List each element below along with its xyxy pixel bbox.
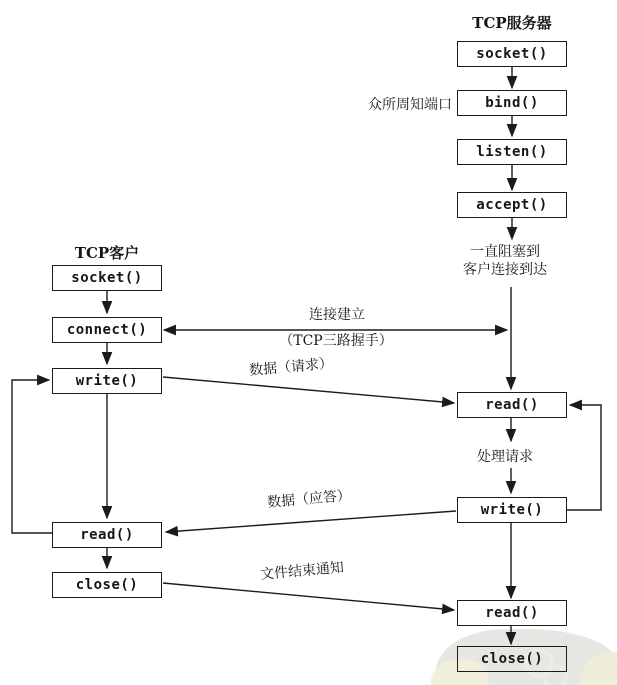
label-connection-established: 连接建立 — [309, 307, 365, 323]
label-well-known-port: 众所周知端口 — [368, 97, 452, 113]
client-box-connect: connect() — [52, 317, 162, 343]
arrow-data-request — [163, 377, 454, 403]
server-title: TCP服务器 — [472, 14, 552, 32]
arrow-data-reply — [166, 511, 456, 532]
client-box-close: close() — [52, 572, 162, 598]
arrow-server-loop — [567, 405, 601, 510]
label-block-until-line1: 一直阻塞到 — [470, 244, 540, 260]
client-box-socket: socket() — [52, 265, 162, 291]
server-box-accept: accept() — [457, 192, 567, 218]
label-data-reply: 数据（应答） — [266, 487, 352, 512]
server-box-socket: socket() — [457, 41, 567, 67]
label-process-request: 处理请求 — [477, 449, 533, 465]
label-three-way-handshake: （TCP三路握手） — [279, 333, 393, 349]
server-box-read-2: read() — [457, 600, 567, 626]
client-box-write: write() — [52, 368, 162, 394]
server-box-close: close() — [457, 646, 567, 672]
server-box-read-1: read() — [457, 392, 567, 418]
server-box-listen: listen() — [457, 139, 567, 165]
client-box-read: read() — [52, 522, 162, 548]
client-title: TCP客户 — [74, 244, 140, 262]
label-block-until — [425, 243, 585, 279]
arrow-eof-notification — [163, 583, 454, 610]
arrow-client-loop — [12, 380, 52, 533]
label-block-until-line2: 客户连接到达 — [463, 262, 547, 278]
server-box-bind: bind() — [457, 90, 567, 116]
label-eof-notification: 文件结束通知 — [259, 559, 345, 584]
server-box-write: write() — [457, 497, 567, 523]
label-data-request: 数据（请求） — [248, 355, 334, 380]
